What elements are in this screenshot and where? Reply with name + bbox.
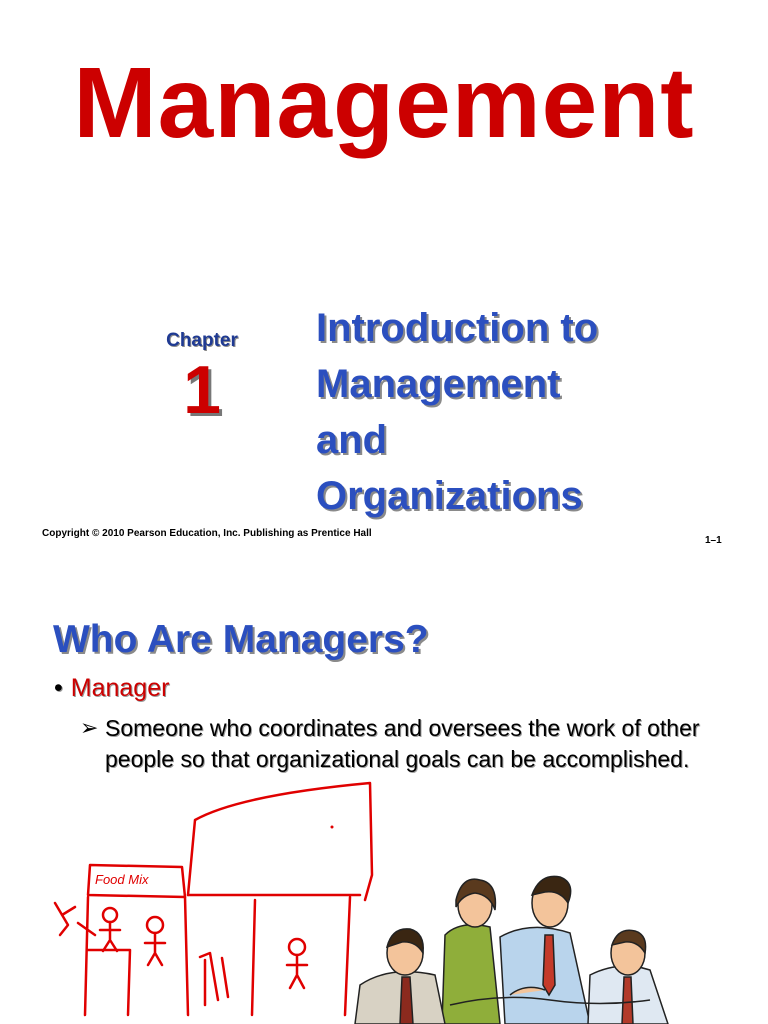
subtitle-line: Organizations (316, 474, 583, 518)
sketch-label: Food Mix (95, 872, 149, 887)
subtitle-line: and (316, 418, 388, 462)
definition-text: Someone who coordinates and oversees the work of other people so that organizational goals can be accomplished. (105, 715, 700, 772)
arrow-bullet-icon: ➢ (80, 715, 99, 740)
hand-drawn-sketch (40, 775, 390, 1024)
bullet-marker: • (54, 674, 63, 702)
chapter-subtitle (316, 300, 736, 524)
copyright-notice: Copyright © 2010 Pearson Education, Inc. Publishing as Prentice Hall (42, 528, 372, 539)
slide-title: Management (73, 47, 695, 159)
slide-number: 1–1 (705, 535, 722, 546)
subtitle-line: Management (316, 362, 561, 406)
business-people-meeting-clipart (350, 865, 768, 1024)
subtitle-line: Introduction to (316, 306, 599, 350)
chapter-label: Chapter (166, 330, 238, 351)
chapter-number: 1 (183, 352, 221, 428)
bullet-text: Manager (70, 674, 170, 702)
slide-heading: Who Are Managers? (53, 618, 429, 661)
bullet-item (54, 674, 169, 703)
